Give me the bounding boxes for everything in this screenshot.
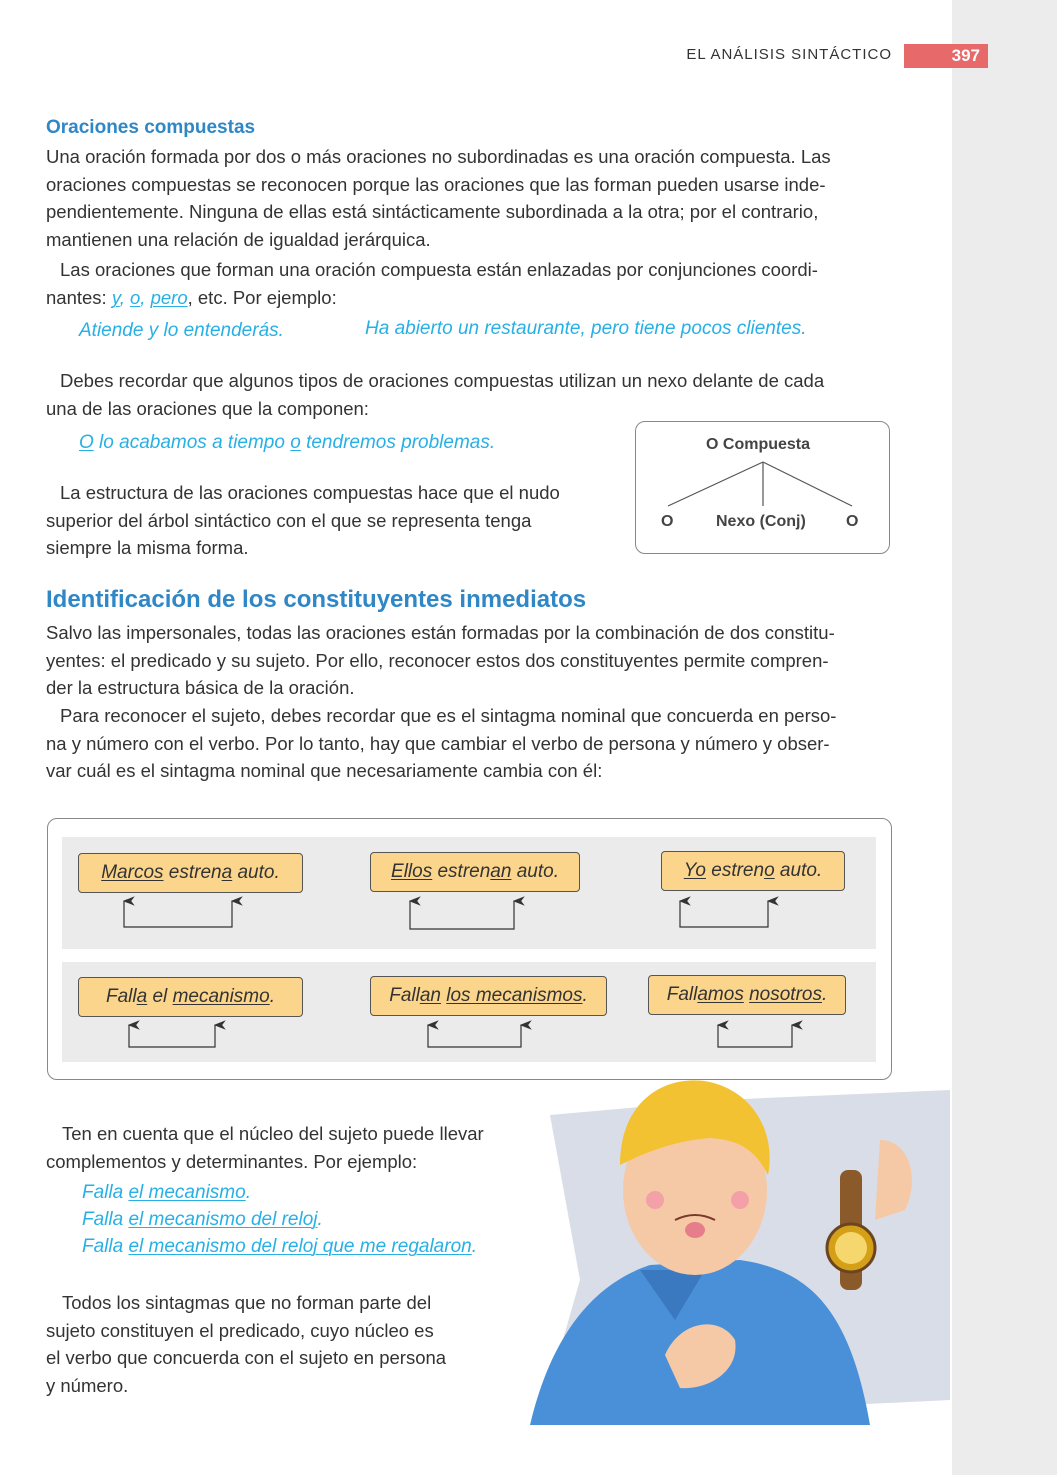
nexo-o: O: [79, 432, 94, 453]
conjunction-o: o: [130, 286, 141, 308]
example-verb: Falla: [82, 1209, 129, 1230]
section-heading-constituyentes: Identificación de los constituyentes inmediatos: [46, 586, 587, 613]
paragraph-conjunctions: [46, 256, 818, 311]
sentence-part: .: [821, 984, 828, 1005]
text-line: Todos los sintagmas que no forman parte del: [62, 1292, 432, 1313]
sentence-part: auto.: [774, 860, 823, 881]
text-line: sujeto constituyen el predicado, cuyo núcleo es: [46, 1319, 434, 1341]
syntax-tree-diagram: [635, 421, 890, 554]
underlined-agreement-part: los mecanismos: [446, 985, 583, 1006]
sentence-part: Fall: [389, 985, 420, 1006]
text-line: nantes:: [46, 286, 112, 308]
text-line: La estructura de las oraciones compuestas hace que el nudo: [60, 482, 560, 503]
paragraph-predicado: [46, 1289, 446, 1399]
section-heading-oraciones-compuestas: Oraciones compuestas: [46, 117, 256, 138]
sentence-part: .: [582, 985, 588, 1006]
sentence-part: estren: [432, 861, 491, 882]
underlined-agreement-part: a: [136, 986, 148, 1007]
agreement-examples-panel: [47, 818, 892, 1080]
underlined-agreement-part: an: [419, 985, 441, 1006]
underlined-agreement-part: a: [221, 862, 233, 883]
text-line: Una oración formada por dos o más oraciones no subordinadas es una oración compuesta. Las: [46, 146, 831, 167]
example-subject: el mecanismo del reloj: [128, 1209, 318, 1230]
tree-root: O Compuesta: [706, 436, 811, 453]
sentence-part: estren: [705, 860, 765, 881]
header-title: EL ANÁLISIS SINTÁCTICO: [686, 46, 892, 63]
paragraph-nucleo: [46, 1120, 484, 1175]
paragraph-constituyentes: [46, 619, 835, 702]
sentence-part: Fall: [666, 984, 698, 1005]
example-falla-2: [82, 1209, 323, 1231]
example-text: .: [471, 1236, 477, 1257]
example-falla-3: [82, 1236, 477, 1258]
text-line: Ten en cuenta que el núcleo del sujeto puede llevar: [62, 1123, 484, 1144]
nexo-o: o: [290, 432, 301, 453]
text-line: Debes recordar que algunos tipos de oraciones compuestas utilizan un nexo delante de cada: [60, 370, 825, 391]
separator: ,: [119, 286, 130, 308]
paragraph-estructura: [46, 479, 560, 562]
example-subject: el mecanismo: [128, 1182, 246, 1203]
underlined-agreement-part: nosotros: [749, 984, 822, 1005]
example-falla-1: [82, 1182, 251, 1204]
text-line: , etc. Por ejemplo:: [187, 286, 337, 308]
separator: ,: [140, 286, 151, 308]
sentence-part: Fall: [106, 986, 137, 1007]
text-line: yentes: el predicado y su sujeto. Por ello, reconocer estos dos constituyentes permite compren-: [46, 649, 829, 671]
running-header: [640, 44, 988, 68]
page-number-badge: 397: [904, 44, 988, 68]
example-subject: el mecanismo del reloj que me regalaron: [128, 1236, 472, 1257]
text-line: y número.: [46, 1374, 129, 1396]
example-verb: Falla: [82, 1182, 129, 1203]
underlined-agreement-part: an: [490, 861, 512, 882]
tree-middle-node: Nexo (Conj): [716, 513, 806, 530]
underlined-agreement-part: o: [764, 860, 775, 881]
sentence-part: estren: [163, 862, 222, 883]
text-line: mantienen una relación de igualdad jerárquica.: [46, 228, 431, 250]
text-line: pendientemente. Ninguna de ellas está sintácticamente subordinada a la otra; por el contrario,: [46, 201, 819, 222]
example-text: .: [245, 1182, 251, 1203]
underlined-agreement-part: mecanismo: [172, 986, 270, 1007]
page-margin-strip: [952, 0, 1057, 1475]
agreement-arrows: [48, 819, 891, 1079]
text-line: siempre la misma forma.: [46, 537, 249, 558]
tree-right-node: O: [846, 513, 859, 530]
paragraph-definition: [46, 143, 831, 253]
sentence-part: auto.: [511, 861, 559, 882]
text-line: una de las oraciones que la componen:: [46, 397, 369, 419]
sentence-part: .: [269, 986, 275, 1007]
sentence-part: auto.: [232, 862, 280, 883]
conjunction-y: y: [111, 286, 120, 308]
text-line: Para reconocer el sujeto, debes recordar que es el sintagma nominal que concuerda en perso-: [60, 705, 837, 726]
text-line: na y número con el verbo. Por lo tanto, hay que cambiar el verbo de persona y número y obser-: [46, 732, 830, 754]
text-line: var cuál es el sintagma nominal que necesariamente cambia con él:: [46, 760, 603, 781]
underlined-agreement-part: amos: [697, 984, 744, 1005]
boy-with-watch-illustration: [510, 1070, 955, 1425]
underlined-agreement-part: Yo: [683, 860, 706, 881]
example-text: tendremos problemas.: [300, 432, 496, 453]
underlined-agreement-part: Marcos: [101, 862, 164, 883]
text-line: el verbo que concuerda con el sujeto en persona: [46, 1347, 447, 1368]
sentence-part: el: [147, 986, 173, 1007]
text-line: complementos y determinantes. Por ejemplo:: [46, 1150, 418, 1172]
tree-left-node: O: [661, 513, 674, 530]
underlined-agreement-part: Ellos: [391, 861, 433, 882]
paragraph-sujeto: [46, 702, 836, 785]
text-line: Salvo las impersonales, todas las oraciones están formadas por la combinación de dos constitu-: [46, 622, 835, 643]
text-line: oraciones compuestas se reconocen porque las oraciones que las forman pueden usarse inde-: [46, 173, 826, 195]
text-line: der la estructura básica de la oración.: [46, 677, 355, 698]
paragraph-nexo: [46, 367, 824, 422]
example-acabamos: [79, 432, 495, 454]
example-restaurante: Ha abierto un restaurante, pero tiene pocos clientes.: [365, 318, 807, 339]
conjunction-pero: pero: [150, 286, 188, 308]
example-text: lo acabamos a tiempo: [93, 432, 291, 453]
example-atiende: Atiende y lo entenderás.: [79, 320, 284, 341]
example-verb: Falla: [82, 1236, 129, 1257]
text-line: Las oraciones que forman una oración compuesta están enlazadas por conjunciones coordi-: [60, 259, 818, 280]
example-text: .: [317, 1209, 323, 1230]
text-line: superior del árbol sintáctico con el que se representa tenga: [46, 509, 532, 531]
